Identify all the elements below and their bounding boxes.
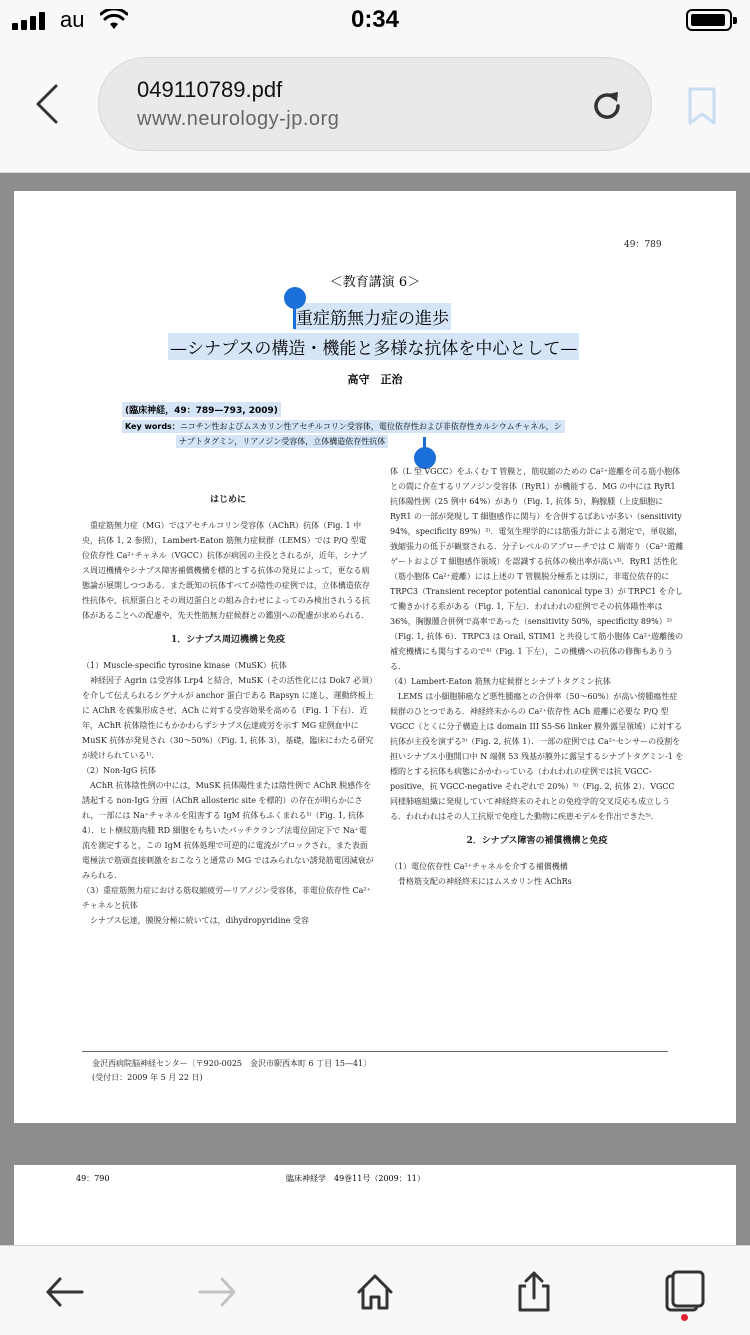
next-page-header: 臨床神経学 49巻11号（2009：11） — [286, 1174, 425, 1183]
back-arrow-icon[interactable] — [42, 1270, 86, 1314]
next-page-number: 49：790 — [76, 1174, 110, 1183]
body-paragraph: （1）電位依存性 Ca²⁺チャネルを介する補償機構 — [390, 862, 568, 871]
body-paragraph: （2）Non-IgG 抗体 — [82, 766, 156, 775]
section-heading: 1．シナプス周辺機構と免疫 — [171, 635, 285, 645]
keywords-label: Key words： — [125, 422, 180, 431]
body-paragraph: 体（L 型 VGCC）をふくむ T 管膜と，筋収縮のための Ca²⁺遊離を司る筋小胞体との間に介在するリアノジン受容体（RyR1）が機能する．MG の中には RyR1 抗体陽性例（25 例中 64%）があり（Fig. 1, 抗体 5），胸腺腫（上皮細胞に RyR1 の一部が発現し T 細胞感作に関与）を合併するばあいが多い（sensitivity 94%，specificity 89%）²⁾．電気生理学的には筋張力計による測定で，単収縮，強縮張力の低下が観察される．分子レベルのアプローチでは C 端寄り（Ca²⁺遊離ゲートおよび T 細胞感作領域）を認識する抗体の検出率が高い³⁾．RyR1 活性化（筋小胞体 Ca²⁺遊離）には上述の T 管膜脱分極系とは別に，非電位依存的に TRPC3（Transient receptor potential canonical type 3）が TRPC1 を介して働きかける系がある（Fig. 1, 下左）．われわれの症例でその抗体陽性率は 36%，胸腺腫合併例で高率であった（sensitivity 50%，specificity 89%）²⁾（Fig. 1, 抗体 6）．TRPC3 は Orail, STIM1 と共役して筋小胞体 Ca²⁺遊離後の補充機構にも関与するので⁴⁾（Fig. 1 下左），この機構への抗体の修飾もありうる． — [390, 467, 684, 671]
battery-icon — [686, 9, 732, 31]
affiliation — [92, 1057, 371, 1085]
bottom-toolbar — [0, 1245, 750, 1335]
carrier-name: au — [60, 7, 85, 32]
bookmark-icon[interactable] — [686, 86, 718, 126]
author-name: 高守 正治 — [347, 373, 403, 386]
selection-start-bar — [293, 307, 296, 329]
lecture-label: ＜教育講演 6＞ — [329, 275, 421, 290]
body-paragraph: 重症筋無力症（MG）ではアセチルコリン受容体（AChR）抗体（Fig. 1 中央，抗体 1, 2 参照），Lambert-Eaton 筋無力症候群（LEMS）では P/Q 型電位依存性 Ca²⁺チャネル（VGCC）抗体が病因の主役とされるが，近年，シナプス周辺機構やシナプス障害補償機構を標的とする抗体の発見によって，更なる病態論が展開しつつある．また既知の抗体すべてが陰性の症例では，立体構造依存性抗体や，抗原蛋白とその周辺蛋白との組み合わせによってのみ検出されうる抗体があることへの配慮や，先天性筋無力症候群との鑑別への配慮が求められる． — [82, 521, 370, 620]
share-icon[interactable] — [512, 1270, 556, 1314]
keywords-line-1[interactable] — [122, 420, 565, 433]
pdf-viewer[interactable] — [0, 173, 750, 1245]
body-paragraph: 神経因子 Agrin は受容体 Lrp4 と結合，MuSK（その活性化には Dok7 必須）を介して伝えられるシグナルが anchor 蛋白である Rapsyn に達し，運動終板上に AChR を蔟集形成させ，ACh に対する受容効果を高める（Fig. 1 下右）．近年，AChR 抗体陰性にもかかわらずシナプス伝達疲労を示す MG 症例血中に MuSK 抗体が発見され（30～50%）（Fig. 1, 抗体 3），基礎，臨床にわたる研究が続けられている¹⁾． — [82, 676, 374, 760]
pdf-page[interactable] — [14, 191, 736, 1123]
body-paragraph: 骨格筋支配の神経終末にはムスカリン性 AChRs — [390, 877, 572, 886]
document-domain: www.neurology-jp.org — [137, 108, 340, 130]
citation[interactable]: (臨床神経，49：789—793, 2009) — [122, 402, 281, 417]
section-heading: 2．シナプス障害の補償機構と免疫 — [466, 836, 608, 846]
forward-arrow-icon[interactable] — [196, 1270, 240, 1314]
received-date: (受付日：2009 年 5 月 22 日) — [92, 1073, 203, 1082]
body-paragraph: シナプス伝達，膜脱分極に続いては，dihydropyridine 受容 — [82, 916, 309, 925]
section-heading: はじめに — [209, 495, 246, 505]
body-paragraph: LEMS は小細胞肺癌など悪性腫瘍との合併率（50～60%）が高い傍腫瘍性症候群のひとつである．神経終末からの Ca²⁺依存性 ACh 遊離に必要な P/Q 型 VGCC（とくに分子構造上は domain III S5-S6 linker 膜外露呈領域）に対する抗体が主役を演ずる⁵⁾（Fig. 2, 抗体 1）．一部の症例では Ca²⁺センサーの役割を担いシナプス小胞開口中 N 端側 53 残基が膜外に露呈するシナプトタグミン-1 を標的とする抗体も病態にかかわっている（われわれの症例では抗 VGCC-positive，抗 VGCC-negative それぞれで 20%）⁵⁾（Fig. 2, 抗体 2）．VGCC 同様肺癌組織に発現していて神経終末のそれとの免疫学的交叉反応も成立しうる．われわれはその人工抗原で免疫した動物に疾患モデルを作出できた⁵⁾． — [390, 692, 684, 821]
address-bar[interactable] — [98, 57, 652, 151]
footnote-rule — [82, 1051, 668, 1052]
keywords-line-2[interactable]: ナプトタグミン，リアノジン受容体，立体構造依存性抗体 — [176, 435, 388, 448]
left-column — [82, 483, 374, 928]
body-paragraph: （1）Muscle-specific tyrosine kinase（MuSK）抗体 — [82, 661, 287, 670]
home-icon[interactable] — [353, 1270, 397, 1314]
status-bar — [0, 0, 750, 42]
selection-start-handle[interactable] — [284, 287, 306, 309]
status-time: 0:34 — [350, 6, 400, 33]
keywords-text-1: ニコチン性およびムスカリン性アセチルコリン受容体，電位依存性および非依存性カルシウムチャネル，シ — [179, 422, 562, 431]
browser-header — [0, 42, 750, 173]
back-chevron-icon[interactable] — [30, 82, 70, 126]
reload-icon[interactable] — [587, 86, 627, 126]
body-paragraph: AChR 抗体陰性例の中には，MuSK 抗体陽性または陰性例で AChR 脱感作を誘起する non-IgG 分画（AChR allosteric site を標的）の存在が明らかにされ，一部には Na⁺チャネルを阻害する IgM 抗体もふくまれる¹⁾（Fig. 1, 抗体 4）．ヒト横紋筋肉腫 RD 細胞をもちいたパッチクランプ法電位固定下で Na⁺電流を測定すると，この IgM 抗体処理で可逆的に電流がブロックされ，また表面電極法で筋頭直接刺激をおこなうと通常の MG ではみられない誘発筋電図減衰がみられる． — [82, 781, 374, 880]
body-paragraph: （4）Lambert-Eaton 筋無力症候群とシナプトタグミン抗体 — [390, 677, 611, 686]
right-column — [390, 464, 684, 889]
affiliation-address: 金沢西病院脳神経センター〔〒920-0025 金沢市駅西本町 6 丁目 15—41〕 — [92, 1059, 372, 1068]
document-title: 049110789.pdf — [137, 77, 283, 102]
tabs-icon[interactable] — [663, 1270, 707, 1314]
body-paragraph: （3）重症筋無力症における筋収縮疲労—リアノジン受容体，非電位依存性 Ca²⁺チャネルと抗体 — [82, 886, 371, 910]
page-number: 49：789 — [624, 240, 662, 250]
tabs-indicator-dot — [681, 1314, 688, 1321]
article-subtitle[interactable]: —シナプスの構造・機能と多様な抗体を中心として— — [168, 333, 579, 360]
article-title[interactable]: 重症筋無力症の進歩 — [294, 303, 451, 330]
